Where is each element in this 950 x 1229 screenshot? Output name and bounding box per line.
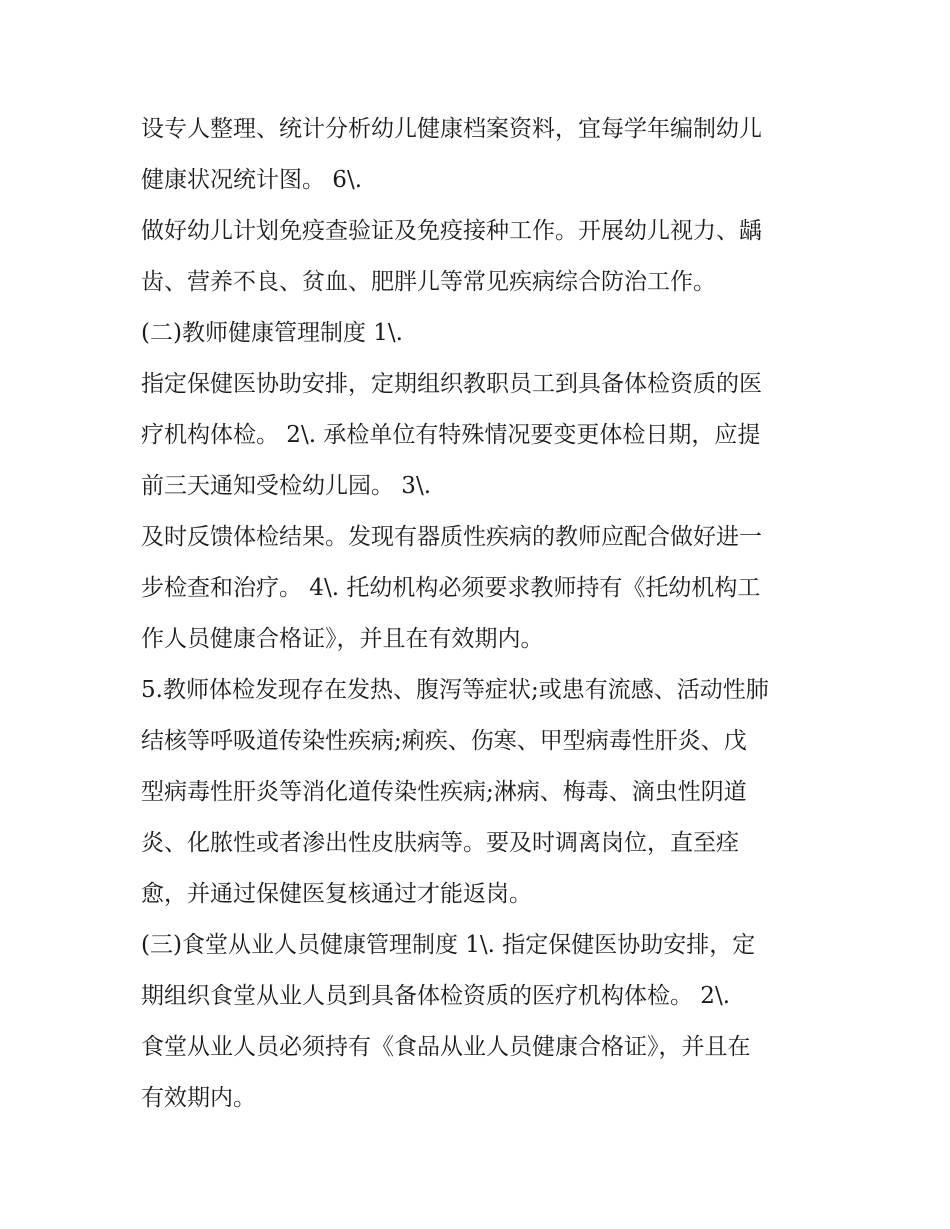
text-line: 疗机构体检。 2\. 承检单位有特殊情况要变更体检日期，应提 <box>141 422 761 448</box>
text-line: 期组织食堂从业人员到具备体检资质的医疗机构体检。 2\. <box>141 983 731 1009</box>
section-heading-canteen-health: (三)食堂从业人员健康管理制度 1\. 指定保健医协助安排，定 <box>141 932 756 958</box>
text-line: 5.教师体检发现存在发热、腹泻等症状;或患有流感、活动性肺 <box>141 677 769 703</box>
text-line: 齿、营养不良、贫血、肥胖儿等常见疾病综合防治工作。 <box>141 269 716 295</box>
section-heading-teacher-health: (二)教师健康管理制度 1\. <box>141 320 403 346</box>
text-line: 型病毒性肝炎等消化道传染性疾病;淋病、梅毒、滴虫性阴道 <box>141 779 747 805</box>
text-line: 食堂从业人员必须持有《食品从业人员健康合格证》，并且在 <box>141 1034 751 1060</box>
text-line: 有效期内。 <box>141 1085 256 1111</box>
text-line: 设专人整理、统计分析幼儿健康档案资料，宜每学年编制幼儿 <box>141 116 762 142</box>
document-body <box>141 104 821 1124</box>
text-line: 做好幼儿计划免疫查验证及免疫接种工作。开展幼儿视力、龋 <box>141 218 762 244</box>
text-line: 及时反馈体检结果。发现有器质性疾病的教师应配合做好进一 <box>141 524 762 550</box>
text-line: 愈，并通过保健医复核通过才能返岗。 <box>141 881 532 907</box>
text-line: 作人员健康合格证》，并且在有效期内。 <box>141 626 544 652</box>
text-line: 步检查和治疗。 4\. 托幼机构必须要求教师持有《托幼机构工 <box>141 575 761 601</box>
text-line: 健康状况统计图。 6\. <box>141 167 363 193</box>
text-line: 前三天通知受检幼儿园。 3\. <box>141 473 432 499</box>
text-line: 结核等呼吸道传染性疾病;痢疾、伤寒、甲型病毒性肝炎、戊 <box>141 728 747 754</box>
text-line: 指定保健医协助安排，定期组织教职员工到具备体检资质的医 <box>141 371 762 397</box>
text-line: 炎、化脓性或者渗出性皮肤病等。要及时调离岗位，直至痊 <box>141 830 739 856</box>
